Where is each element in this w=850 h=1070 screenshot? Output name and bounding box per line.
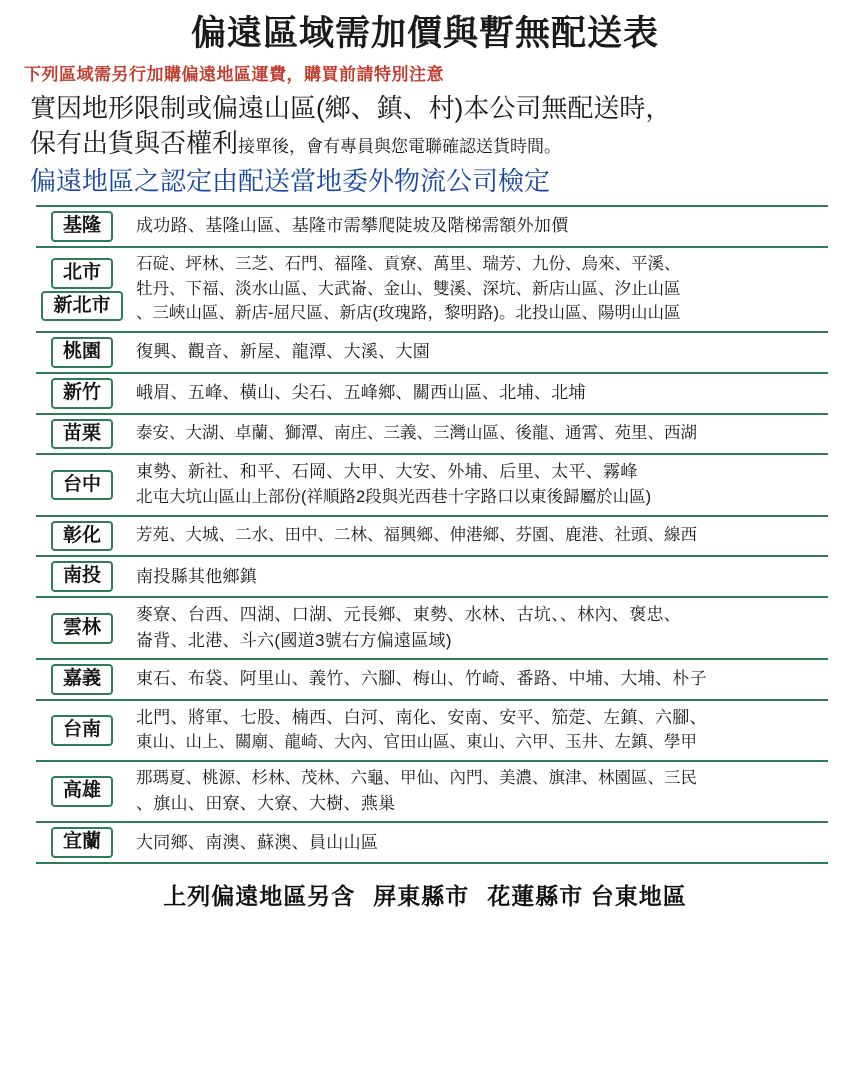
area-line: 泰安、大湖、卓蘭、獅潭、南庄、三義、三灣山區、後龍、通霄、苑里、西湖	[136, 424, 697, 443]
area-line: 東山、山上、關廟、龍崎、大內、官田山區、東山、六甲、玉井、左鎮、學甲	[136, 733, 697, 752]
area-list-cell	[128, 598, 828, 658]
region-cell	[36, 517, 128, 556]
table-row	[36, 246, 828, 331]
region-cell	[36, 248, 128, 331]
area-list-cell	[128, 455, 828, 514]
region-cell	[36, 374, 128, 413]
table-row	[36, 331, 828, 372]
region-cell	[36, 415, 128, 454]
table-row	[36, 372, 828, 413]
area-list-cell	[128, 517, 828, 556]
table-row	[36, 821, 828, 864]
region-badge: 北市	[51, 258, 113, 289]
region-badge: 嘉義	[51, 664, 113, 695]
table-row	[36, 699, 828, 760]
area-line: 芳苑、大城、二水、田中、二林、福興鄉、伸港鄉、芬園、鹿港、社頭、線西	[136, 526, 697, 545]
table-row	[36, 658, 828, 699]
area-line: 復興、觀音、新屋、龍潭、大溪、大園	[136, 342, 431, 362]
area-line: 東勢、新社、和平、石岡、大甲、大安、外埔、后里、太平、霧峰	[136, 462, 638, 482]
area-list-cell	[128, 333, 828, 372]
lead-line-1: 實因地形限制或偏遠山區(鄉、鎮、村)本公司無配送時，	[30, 93, 672, 124]
region-badge: 宜蘭	[51, 827, 113, 858]
area-line: 峨眉、五峰、橫山、尖石、五峰鄉、關西山區、北埔、北埔	[136, 383, 586, 403]
region-cell	[36, 823, 128, 862]
remote-area-table	[14, 205, 836, 864]
table-row	[36, 413, 828, 454]
footer-prefix: 上列偏遠地區另含	[163, 883, 356, 910]
area-list-cell	[128, 374, 828, 413]
region-badge: 南投	[51, 561, 113, 592]
lead-line-2-main: 保有出貨與否權利	[30, 128, 239, 159]
table-row	[36, 453, 828, 514]
table-row	[36, 596, 828, 658]
region-badge: 高雄	[51, 776, 113, 807]
region-badge: 台中	[51, 470, 113, 501]
page-subtitle: 下列區域需另行加購偏遠地區運費，購買前請特別注意	[24, 65, 444, 85]
region-badge: 彰化	[51, 521, 113, 552]
area-line: 那瑪夏、桃源、杉林、茂林、六龜、甲仙、內門、美濃、旗津、林園區、三民	[136, 769, 697, 788]
area-line: 大同鄉、南澳、蘇澳、員山山區	[136, 832, 379, 852]
region-badge: 雲林	[51, 613, 113, 644]
region-cell	[36, 333, 128, 372]
area-line: 石碇、坪林、三芝、石門、福隆、貢寮、萬里、瑞芳、九份、烏來、平溪、	[136, 254, 681, 273]
region-badge: 桃園	[51, 337, 113, 368]
area-list-cell	[128, 557, 828, 596]
table-row	[36, 555, 828, 596]
area-list-cell	[128, 660, 828, 699]
area-list-cell	[128, 701, 828, 760]
footer-note	[14, 878, 836, 911]
lead-line-2-note: 接單後，會有專員與您電聯確認送貨時間。	[238, 137, 562, 157]
lead-line-2	[30, 126, 836, 161]
area-line: 北屯大坑山區山上部份(祥順路2段與光西巷十字路口以東後歸屬於山區)	[136, 487, 652, 506]
area-line: 北門、將軍、七股、楠西、白河、南化、安南、安平、笳萣、左鎮、六腳、	[136, 707, 707, 727]
region-badge: 台南	[51, 715, 113, 746]
region-badge: 基隆	[51, 211, 113, 242]
area-line: 崙背、北港、斗六(國道3號右方偏遠區域)	[136, 630, 452, 650]
footer-area-2: 花蓮縣市	[487, 883, 584, 910]
area-list-cell	[128, 762, 828, 821]
area-line: 、旗山、田寮、大寮、大樹、燕巢	[136, 793, 396, 813]
region-cell	[36, 455, 128, 514]
region-badge: 新北市	[41, 291, 122, 322]
certification-notice: 偏遠地區之認定由配送當地委外物流公司檢定	[30, 166, 551, 197]
area-line: 牡丹、下福、淡水山區、大武崙、金山、雙溪、深坑、新店山區、汐止山區	[136, 279, 681, 298]
page-title: 偏遠區域需加價與暫無配送表	[190, 14, 659, 53]
region-cell	[36, 660, 128, 699]
region-cell	[36, 762, 128, 821]
region-cell	[36, 207, 128, 246]
area-list-cell	[128, 415, 828, 454]
table-row	[36, 205, 828, 246]
region-cell	[36, 598, 128, 658]
area-line: 成功路、基隆山區、基隆市需攀爬陡坡及階梯需額外加價	[136, 216, 569, 236]
region-badge: 新竹	[51, 378, 113, 409]
lead-paragraph	[14, 85, 836, 161]
region-cell	[36, 701, 128, 760]
area-list-cell	[128, 248, 828, 331]
area-line: 麥寮、台西、四湖、口湖、元長鄉、東勢、水林、古坑、、林內、褒忠、	[136, 605, 682, 625]
footer-area-1: 屏東縣市	[373, 883, 470, 910]
area-line: 南投縣其他鄉鎮	[136, 566, 258, 586]
region-cell	[36, 557, 128, 596]
area-list-cell	[128, 207, 828, 246]
area-line: 、三峽山區、新店-屈尺區、新店(玫瑰路，黎明路)。北投山區、陽明山山區	[136, 304, 681, 323]
table-row	[36, 760, 828, 821]
table-row	[36, 515, 828, 556]
region-badge: 苗栗	[51, 419, 113, 450]
area-line: 東石、布袋、阿里山、義竹、六腳、梅山、竹崎、番路、中埔、大埔、朴子	[136, 669, 707, 689]
footer-area-3: 台東地區	[590, 883, 687, 910]
area-list-cell	[128, 823, 828, 862]
